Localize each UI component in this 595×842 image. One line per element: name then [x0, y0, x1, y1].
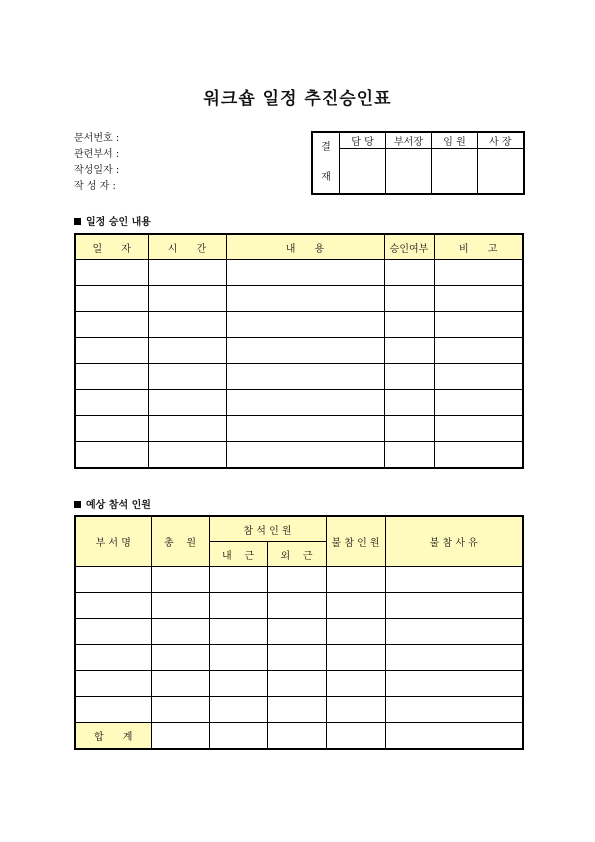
square-bullet-icon — [74, 218, 81, 225]
header-attendees: 참 석 인 원 — [209, 516, 326, 542]
table-cell[interactable] — [209, 645, 267, 671]
table-cell[interactable] — [151, 671, 209, 697]
table-cell[interactable] — [326, 697, 385, 723]
table-cell[interactable] — [385, 645, 523, 671]
signature-box-president[interactable] — [478, 149, 524, 195]
table-cell[interactable] — [151, 697, 209, 723]
table-cell[interactable] — [75, 390, 148, 416]
table-cell[interactable] — [434, 364, 523, 390]
table-row — [75, 593, 523, 619]
table-cell[interactable] — [434, 286, 523, 312]
approval-col-president: 사 장 — [478, 132, 524, 149]
table-cell[interactable] — [384, 260, 434, 286]
table-row — [75, 442, 523, 469]
table-cell[interactable] — [326, 593, 385, 619]
approval-side-bottom: 재 — [321, 172, 331, 183]
table-cell[interactable] — [75, 593, 151, 619]
header-time: 시 간 — [148, 234, 226, 260]
table-row — [75, 619, 523, 645]
table-cell[interactable] — [385, 593, 523, 619]
approval-side-label — [312, 132, 340, 194]
signature-box-manager[interactable] — [340, 149, 386, 195]
table-cell[interactable] — [226, 364, 384, 390]
table-cell[interactable] — [384, 338, 434, 364]
table-row — [75, 671, 523, 697]
table-cell[interactable] — [434, 390, 523, 416]
table-cell[interactable] — [226, 286, 384, 312]
table-cell[interactable] — [75, 312, 148, 338]
section2-label-text: 예상 참석 인원 — [86, 500, 151, 511]
header-content: 내 용 — [226, 234, 384, 260]
author-label: 작 성 자 : — [74, 181, 116, 192]
table-cell[interactable] — [267, 671, 326, 697]
table-cell[interactable] — [151, 593, 209, 619]
total-cell[interactable] — [151, 723, 209, 750]
table-cell[interactable] — [209, 619, 267, 645]
table-cell[interactable] — [75, 697, 151, 723]
table-cell[interactable] — [326, 645, 385, 671]
table-cell[interactable] — [385, 697, 523, 723]
table-cell[interactable] — [75, 567, 151, 593]
table-cell[interactable] — [226, 338, 384, 364]
table-cell[interactable] — [148, 390, 226, 416]
header-total-count: 총 원 — [151, 516, 209, 567]
table-cell[interactable] — [385, 567, 523, 593]
approval-col-executive: 임 원 — [432, 132, 478, 149]
approval-col-manager: 담 당 — [340, 132, 386, 149]
table-cell[interactable] — [209, 593, 267, 619]
table-cell[interactable] — [267, 697, 326, 723]
table-cell[interactable] — [75, 671, 151, 697]
table-cell[interactable] — [385, 619, 523, 645]
approval-col-dept-head: 부서장 — [386, 132, 432, 149]
table-cell[interactable] — [267, 567, 326, 593]
table-row — [75, 567, 523, 593]
table-cell[interactable] — [434, 260, 523, 286]
table-cell[interactable] — [148, 338, 226, 364]
table-cell[interactable] — [384, 286, 434, 312]
table-cell[interactable] — [75, 286, 148, 312]
table-row — [75, 364, 523, 390]
table-row — [75, 416, 523, 442]
table-cell[interactable] — [326, 619, 385, 645]
table-cell[interactable] — [226, 390, 384, 416]
table-cell[interactable] — [434, 312, 523, 338]
table-cell[interactable] — [148, 260, 226, 286]
total-cell[interactable] — [209, 723, 267, 750]
attendance-table — [74, 515, 524, 750]
table-cell[interactable] — [267, 619, 326, 645]
table-cell[interactable] — [209, 697, 267, 723]
header-outer-work: 외 근 — [267, 542, 326, 567]
total-cell[interactable] — [326, 723, 385, 750]
schedule-table — [74, 233, 524, 469]
table-cell[interactable] — [75, 645, 151, 671]
table-row — [75, 312, 523, 338]
table-cell[interactable] — [385, 671, 523, 697]
table-cell[interactable] — [384, 416, 434, 442]
table-cell[interactable] — [151, 567, 209, 593]
header-remarks: 비 고 — [434, 234, 523, 260]
table-row — [75, 286, 523, 312]
table-cell[interactable] — [384, 312, 434, 338]
table-cell[interactable] — [434, 442, 523, 469]
table-cell[interactable] — [75, 364, 148, 390]
header-dept-name: 부 서 명 — [75, 516, 151, 567]
table-cell[interactable] — [75, 260, 148, 286]
table-row — [75, 645, 523, 671]
table-cell[interactable] — [434, 416, 523, 442]
table-row — [75, 390, 523, 416]
table-cell[interactable] — [75, 338, 148, 364]
section2-label — [74, 496, 151, 511]
table-cell[interactable] — [75, 619, 151, 645]
signature-box-executive[interactable] — [432, 149, 478, 195]
signature-box-dept-head[interactable] — [386, 149, 432, 195]
total-row-label: 합 계 — [75, 723, 151, 750]
section1-label-text: 일정 승인 내용 — [86, 217, 151, 228]
approval-table — [311, 131, 525, 195]
table-cell[interactable] — [384, 442, 434, 469]
square-bullet-icon — [74, 501, 81, 508]
approval-side-top: 결 — [321, 142, 331, 153]
table-cell[interactable] — [326, 567, 385, 593]
table-row — [75, 260, 523, 286]
doc-number-label: 문서번호 : — [74, 133, 120, 144]
table-cell[interactable] — [267, 593, 326, 619]
page-title: 워크숍 일정 추진승인표 — [203, 89, 392, 109]
table-cell[interactable] — [209, 567, 267, 593]
table-row — [75, 697, 523, 723]
table-cell[interactable] — [75, 442, 148, 469]
table-cell[interactable] — [151, 645, 209, 671]
table-cell[interactable] — [226, 260, 384, 286]
total-cell[interactable] — [385, 723, 523, 750]
table-cell[interactable] — [148, 442, 226, 469]
table-cell[interactable] — [148, 416, 226, 442]
header-absent-count: 불 참 인 원 — [326, 516, 385, 567]
table-cell[interactable] — [75, 416, 148, 442]
table-row — [75, 338, 523, 364]
table-cell[interactable] — [434, 338, 523, 364]
document-meta — [74, 131, 119, 195]
table-cell[interactable] — [148, 312, 226, 338]
header-absent-reason: 불 참 사 유 — [385, 516, 523, 567]
table-cell[interactable] — [267, 645, 326, 671]
table-cell[interactable] — [384, 364, 434, 390]
table-cell[interactable] — [226, 442, 384, 469]
section1-label — [74, 213, 151, 228]
table-cell[interactable] — [226, 416, 384, 442]
table-cell[interactable] — [148, 286, 226, 312]
header-date: 일 자 — [75, 234, 148, 260]
related-dept-label: 관련부서 : — [74, 149, 120, 160]
header-approval-status: 승인여부 — [384, 234, 434, 260]
table-cell[interactable] — [226, 312, 384, 338]
table-cell[interactable] — [151, 619, 209, 645]
date-written-label: 작성일자 : — [74, 165, 120, 176]
table-cell[interactable] — [209, 671, 267, 697]
table-cell[interactable] — [326, 671, 385, 697]
table-cell[interactable] — [384, 390, 434, 416]
total-cell[interactable] — [267, 723, 326, 750]
table-cell[interactable] — [148, 364, 226, 390]
header-inner-work: 내 근 — [209, 542, 267, 567]
